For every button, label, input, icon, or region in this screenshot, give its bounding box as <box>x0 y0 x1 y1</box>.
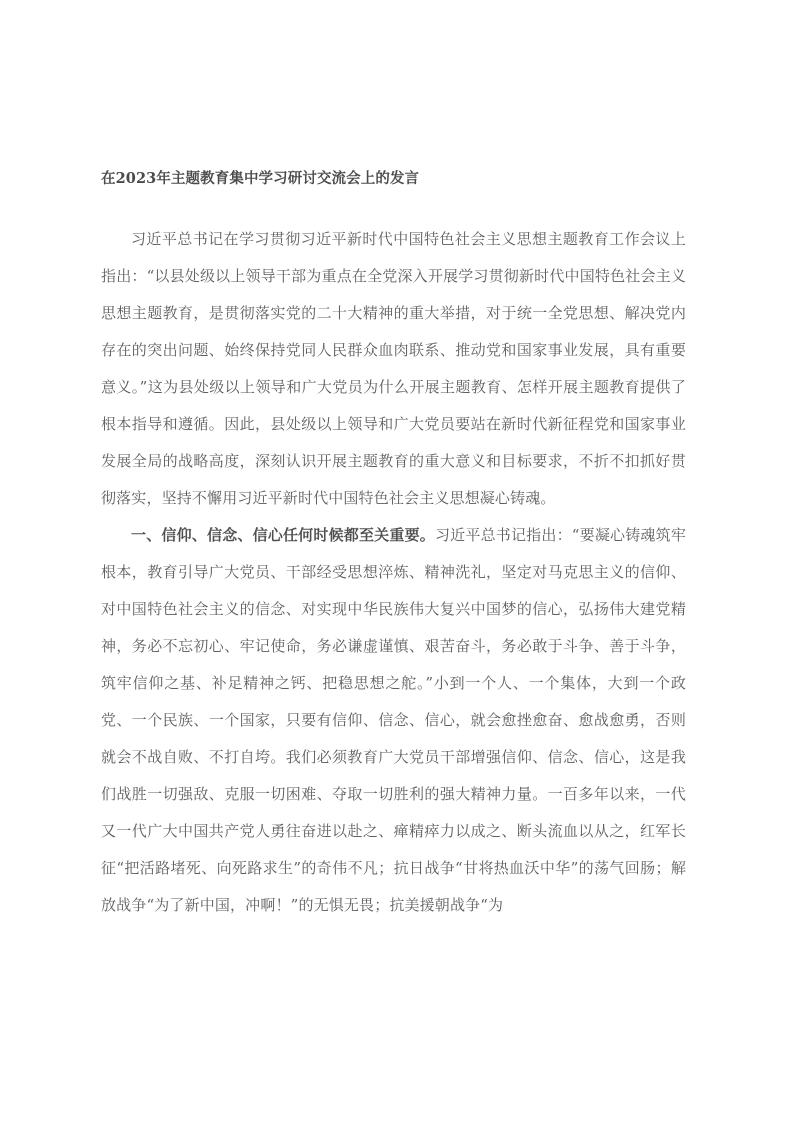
paragraph-1: 习近平总书记在学习贯彻习近平新时代中国特色社会主义思想主题教育工作会议上指出：“以县处级以上领导干部为重点在全党深入开展学习贯彻新时代中国特色社会主义思想主题教育，是贯彻落实党的二十大精神的重大举措，对于统一全党思想、解决党内存在的突出问题、始终保持党同人民群众血肉联系、推动党和国家事业发展，具有重要意义。”这为县处级以上领导和广大党员为什么开展主题教育、怎样开展主题教育提供了根本指导和遵循。因此，县处级以上领导和广大党员要站在新时代新征程党和国家事业发展全局的战略高度，深刻认识开展主题教育的重大意义和目标要求，不折不扣抓好贯彻落实，坚持不懈用习近平新时代中国特色社会主义思想凝心铸魂。 <box>101 230 686 507</box>
document-body <box>101 168 686 924</box>
section-heading-1: 一、信仰、信念、信心任何时候都至关重要。 <box>131 526 435 544</box>
paragraph-2 <box>101 517 686 924</box>
page-title: 在2023年主题教育集中学习研讨交流会上的发言 <box>101 170 420 187</box>
paragraph-2-wrapper <box>101 517 686 924</box>
paragraph-2-body: 习近平总书记指出：“要凝心铸魂筑牢根本，教育引导广大党员、干部经受思想淬炼、精神洗礼，坚定对马克思主义的信仰、对中国特色社会主义的信念、对实现中华民族伟大复兴中国梦的信心，弘扬伟大建党精神，务必不忘初心、牢记使命，务必谦虚谨慎、艰苦奋斗，务必敢于斗争、善于斗争，筑牢信仰之基、补足精神之钙、把稳思想之舵。”小到一个人、一个集体，大到一个政党、一个民族、一个国家，只要有信仰、信念、信心，就会愈挫愈奋、愈战愈勇，否则就会不战自败、不打自垮。我们必须教育广大党员干部增强信仰、信念、信心，这是我们战胜一切强敌、克服一切困难、夺取一切胜利的强大精神力量。一百多年以来，一代又一代广大中国共产党人勇往奋进以赴之、瘅精瘁力以成之、断头流血以从之，红军长征“把活路堵死、向死路求生”的奇伟不凡；抗日战争“甘将热血沃中华”的荡气回肠；解放战争“为了新中国，冲啊！”的无惧无畏；抗美援朝战争“为 <box>101 526 686 914</box>
